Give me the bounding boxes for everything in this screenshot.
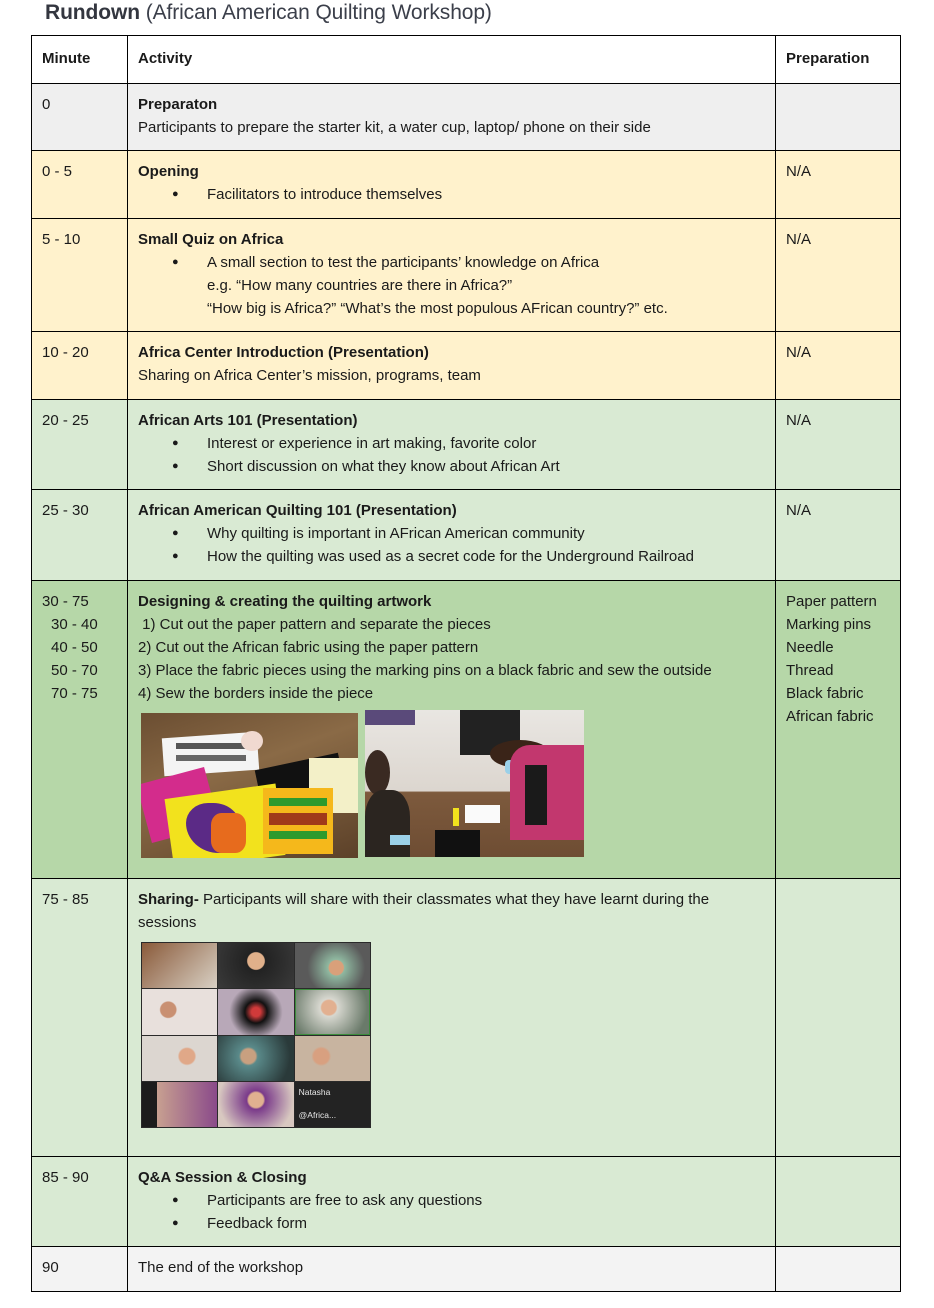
minute-cell: 25 - 30	[32, 490, 128, 581]
sub-minute: 40 - 50	[51, 639, 98, 656]
step-item: 2) Cut out the African fabric using the paper pattern	[138, 639, 479, 656]
activity-title: Opening	[138, 163, 199, 180]
preparation-cell	[776, 84, 901, 151]
preparation-cell: N/A	[776, 332, 901, 400]
bullet-continuation: “How big is Africa?” “What’s the most populous AFrican country?” etc.	[207, 300, 668, 317]
minute-cell: 0 - 5	[32, 151, 128, 219]
page-title-rest: (African American Quilting Workshop)	[139, 1, 492, 24]
bullet-list	[138, 1189, 765, 1235]
photo-quilt-fabric-pieces	[141, 713, 358, 858]
minute-cell: 10 - 20	[32, 332, 128, 400]
preparation-item: Marking pins	[786, 616, 872, 633]
table-row	[32, 879, 901, 1157]
bullet-item: ● Participants are free to ask any questions	[138, 1189, 765, 1212]
bullet-list	[138, 522, 765, 568]
activity-text: Participants will share with their classmates what they have learnt during the sessions	[138, 891, 710, 931]
bullet-list	[138, 183, 765, 206]
table-row	[32, 1247, 901, 1292]
table-row	[32, 219, 901, 332]
activity-text: Sharing on Africa Center’s mission, programs, team	[138, 367, 481, 384]
sub-minute: 30 - 40	[51, 616, 98, 633]
table-row	[32, 490, 901, 581]
minute-cell: 90	[32, 1247, 128, 1292]
table-row	[32, 1157, 901, 1247]
activity-title: African Arts 101 (Presentation)	[138, 412, 358, 429]
preparation-item: African fabric	[786, 708, 874, 725]
page-title-bold: Rundown	[45, 1, 140, 24]
minute-cell: 85 - 90	[32, 1157, 128, 1247]
minute-cell: 75 - 85	[32, 879, 128, 1157]
preparation-item: Thread	[786, 662, 834, 679]
sub-minute: 50 - 70	[51, 662, 98, 679]
bullet-list	[138, 432, 765, 478]
preparation-cell: N/A	[776, 151, 901, 219]
bullet-item: ● A small section to test the participants’ knowledge on Africa	[138, 251, 765, 274]
activity-cell	[128, 219, 776, 332]
activity-cell	[128, 332, 776, 400]
activity-cell	[128, 151, 776, 219]
minute-cell: 0	[32, 84, 128, 151]
bullet-item: ● Why quilting is important in AFrican American community	[138, 522, 765, 545]
table-row	[32, 84, 901, 151]
sub-minute: 70 - 75	[51, 685, 98, 702]
preparation-cell	[776, 879, 901, 1157]
minute-cell: 20 - 25	[32, 400, 128, 490]
bullet-item: ● How the quilting was used as a secret code for the Underground Railroad	[138, 545, 765, 568]
photo-strip	[141, 713, 765, 858]
activity-title: Designing & creating the quilting artwork	[138, 593, 432, 610]
header-activity: Activity	[128, 36, 776, 84]
photo-instructor-with-children	[365, 710, 584, 857]
bullet-continuation: e.g. “How many countries are there in Africa?”	[207, 277, 513, 294]
rundown-table	[31, 35, 901, 1292]
table-row	[32, 581, 901, 879]
activity-title: Sharing-	[138, 891, 199, 908]
preparation-cell	[776, 1247, 901, 1292]
activity-title: Preparaton	[138, 96, 218, 113]
preparation-item: Paper pattern	[786, 593, 877, 610]
preparation-cell	[776, 581, 901, 879]
table-row	[32, 151, 901, 219]
activity-title: Q&A Session & Closing	[138, 1169, 307, 1186]
bullet-list	[138, 251, 765, 274]
minute-cell: 5 - 10	[32, 219, 128, 332]
video-tile-name: Natasha @Africa...	[295, 1082, 370, 1127]
activity-cell	[128, 879, 776, 1157]
minute-range: 30 - 75	[42, 593, 89, 610]
activity-cell	[128, 581, 776, 879]
preparation-cell: N/A	[776, 219, 901, 332]
preparation-item: Black fabric	[786, 685, 864, 702]
step-item: 4) Sew the borders inside the piece	[138, 685, 374, 702]
activity-cell	[128, 1157, 776, 1247]
bullet-item: ● Facilitators to introduce themselves	[138, 183, 765, 206]
header-preparation: Preparation	[776, 36, 901, 84]
activity-cell: The end of the workshop	[128, 1247, 776, 1292]
activity-text: Participants to prepare the starter kit, a water cup, laptop/ phone on their side	[138, 119, 651, 136]
bullet-item: ● Interest or experience in art making, favorite color	[138, 432, 765, 455]
preparation-cell	[776, 1157, 901, 1247]
preparation-cell: N/A	[776, 400, 901, 490]
activity-cell	[128, 490, 776, 581]
step-item: 1) Cut out the paper pattern and separate the pieces	[138, 616, 491, 633]
activity-cell	[128, 84, 776, 151]
preparation-item: Needle	[786, 639, 834, 656]
page-title	[45, 1, 492, 25]
activity-paragraph	[138, 888, 765, 934]
minute-cell	[32, 581, 128, 879]
header-minute: Minute	[32, 36, 128, 84]
step-item: 3) Place the fabric pieces using the marking pins on a black fabric and sew the outside	[138, 662, 712, 679]
preparation-cell: N/A	[776, 490, 901, 581]
bullet-item: ● Short discussion on what they know about African Art	[138, 455, 765, 478]
photo-video-call-grid	[141, 942, 371, 1128]
activity-title: Africa Center Introduction (Presentation)	[138, 344, 429, 361]
table-header-row	[32, 36, 901, 84]
table-row	[32, 332, 901, 400]
activity-cell	[128, 400, 776, 490]
bullet-item: ● Feedback form	[138, 1212, 765, 1235]
table-row	[32, 400, 901, 490]
activity-title: Small Quiz on Africa	[138, 231, 284, 248]
activity-title: African American Quilting 101 (Presentation)	[138, 502, 457, 519]
